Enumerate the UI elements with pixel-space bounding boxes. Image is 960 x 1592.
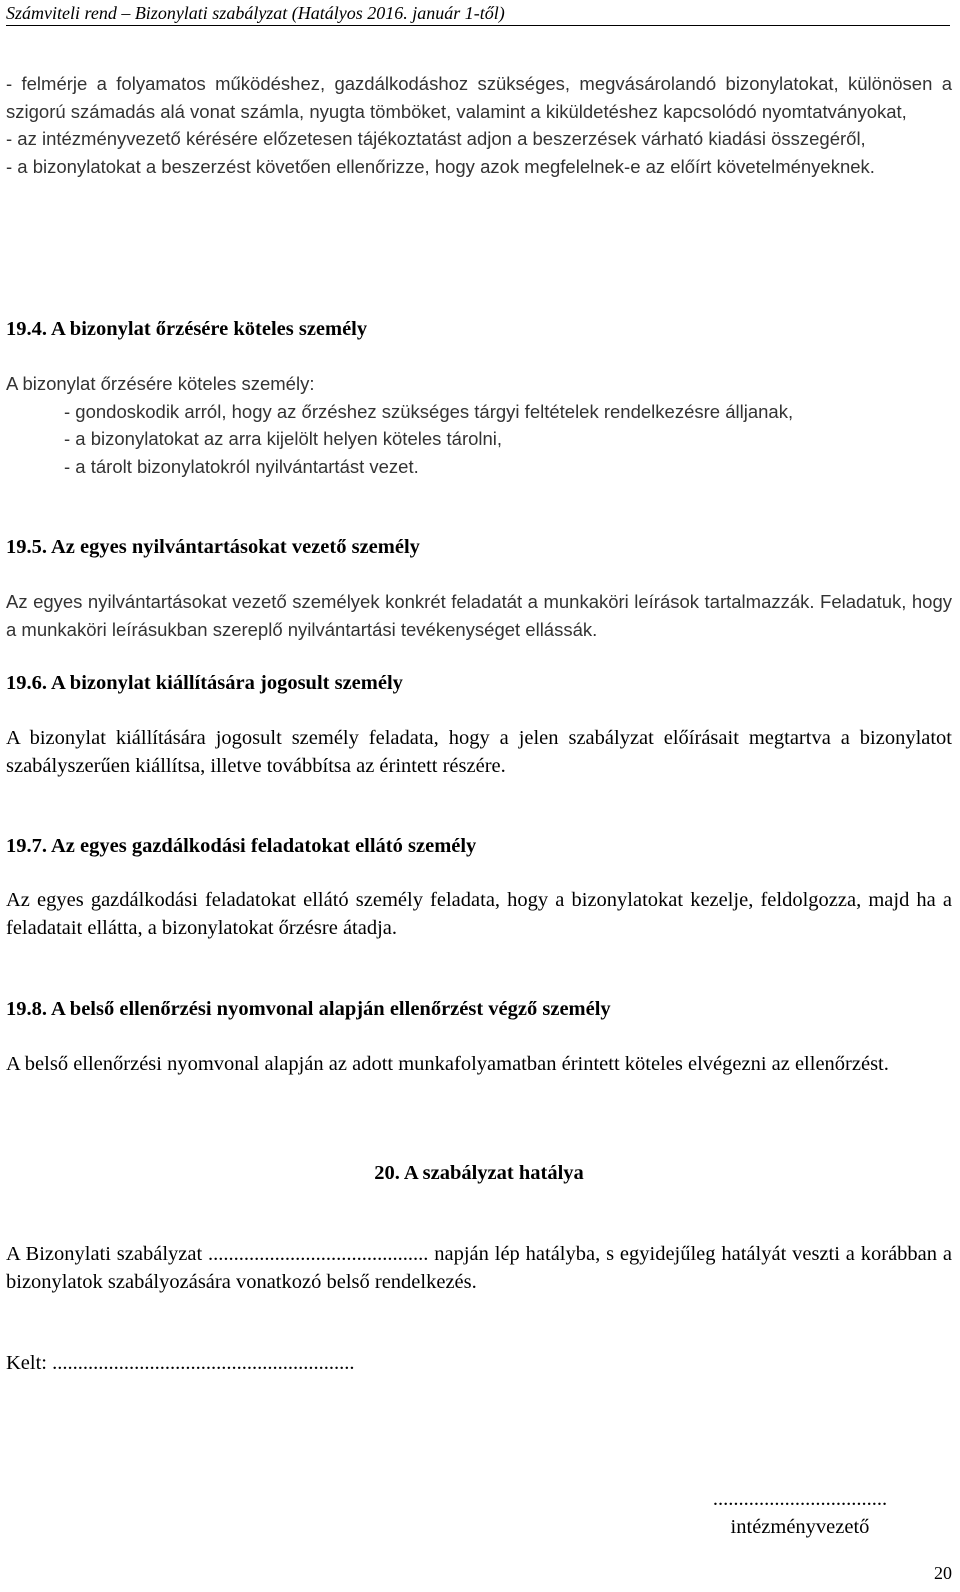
list-item: - a bizonylatokat a beszerzést követően ellenőrizze, hogy azok megfelelnek-e az előírt követelményeknek. bbox=[6, 155, 875, 177]
running-header: Számviteli rend – Bizonylati szabályzat (Hatályos 2016. január 1-től) bbox=[6, 2, 950, 26]
section-19-5-text: Az egyes nyilvántartásokat vezető személyek konkrét feladatát a munkaköri leírások tartalmazzák. Feladatuk, hogy a munkaköri leírásukban szereplő nyilvántartási tevékenységet ellássák. bbox=[6, 591, 952, 640]
list-item: - felmérje a folyamatos működéshez, gazdálkodáshoz szükséges, megvásárolandó bizonylatokat, különösen a szigorú számadás alá vonat számla, nyugta tömböket, valamint a kiküldetéshez kapcsolódó nyomtatványokat, bbox=[6, 73, 952, 122]
section-heading-19-7: 19.7. Az egyes gazdálkodási feladatokat ellátó személy bbox=[6, 835, 477, 857]
section-number: 20. bbox=[374, 1162, 400, 1184]
section-19-6-text: A bizonylat kiállítására jogosult személy feladata, hogy a jelen szabályzat előírásait megtartva a bizonylatot szabályszerűen kiállítsa, illetve továbbítsa az érintett részére. bbox=[6, 727, 952, 777]
section-lead: A bizonylat őrzésére köteles személy: bbox=[6, 373, 315, 394]
list-item: - gondoskodik arról, hogy az őrzéshez szükséges tárgyi feltételek rendelkezésre álljanak, bbox=[64, 400, 794, 422]
signer-title: intézményvezető bbox=[730, 1515, 870, 1538]
section-19-7-text: Az egyes gazdálkodási feladatokat ellátó személy feladata, hogy a bizonylatokat kezelje, feldolgozza, majd ha a feladatait ellátta, a bizonylatokat őrzésre átadja. bbox=[6, 889, 952, 939]
list-item: - a bizonylatokat az arra kijelölt helyen köteles tárolni, bbox=[64, 428, 503, 449]
intro-list bbox=[6, 70, 952, 180]
section-title: A szabályzat hatálya bbox=[403, 1162, 584, 1184]
section-heading-19-5: 19.5. Az egyes nyilvántartásokat vezető személy bbox=[6, 536, 420, 558]
list-item: - a tárolt bizonylatokról nyilvántartást vezet. bbox=[64, 455, 419, 477]
section-heading-19-4: 19.4. A bizonylat őrzésére köteles személy bbox=[6, 318, 368, 340]
section-heading-19-6: 19.6. A bizonylat kiállítására jogosult személy bbox=[6, 672, 403, 694]
section-heading-19-8: 19.8. A belső ellenőrzési nyomvonal alapján ellenőrzést végző személy bbox=[6, 998, 611, 1020]
section-20-text: A Bizonylati szabályzat ........................................... napján lép hatályba, s egyidejűleg hatályát veszti a korábban a bizonylatok szabályozására vonatkozó belső rendelkezés. bbox=[6, 1243, 952, 1293]
date-line: Kelt: ........................................................... bbox=[6, 1352, 355, 1374]
list-item: - az intézményvezető kérésére előzetesen tájékoztatást adjon a beszerzések várható kiadási összegéről, bbox=[6, 128, 866, 149]
signature-block bbox=[640, 1486, 960, 1541]
signature-line: .................................. bbox=[712, 1488, 888, 1510]
section-heading-20 bbox=[6, 1160, 952, 1188]
section-19-4-body bbox=[6, 370, 952, 480]
page-number: 20 bbox=[934, 1563, 952, 1583]
section-19-8-text: A belső ellenőrzési nyomvonal alapján az adott munkafolyamatban érintett köteles elvégezni az ellenőrzést. bbox=[6, 1053, 889, 1075]
